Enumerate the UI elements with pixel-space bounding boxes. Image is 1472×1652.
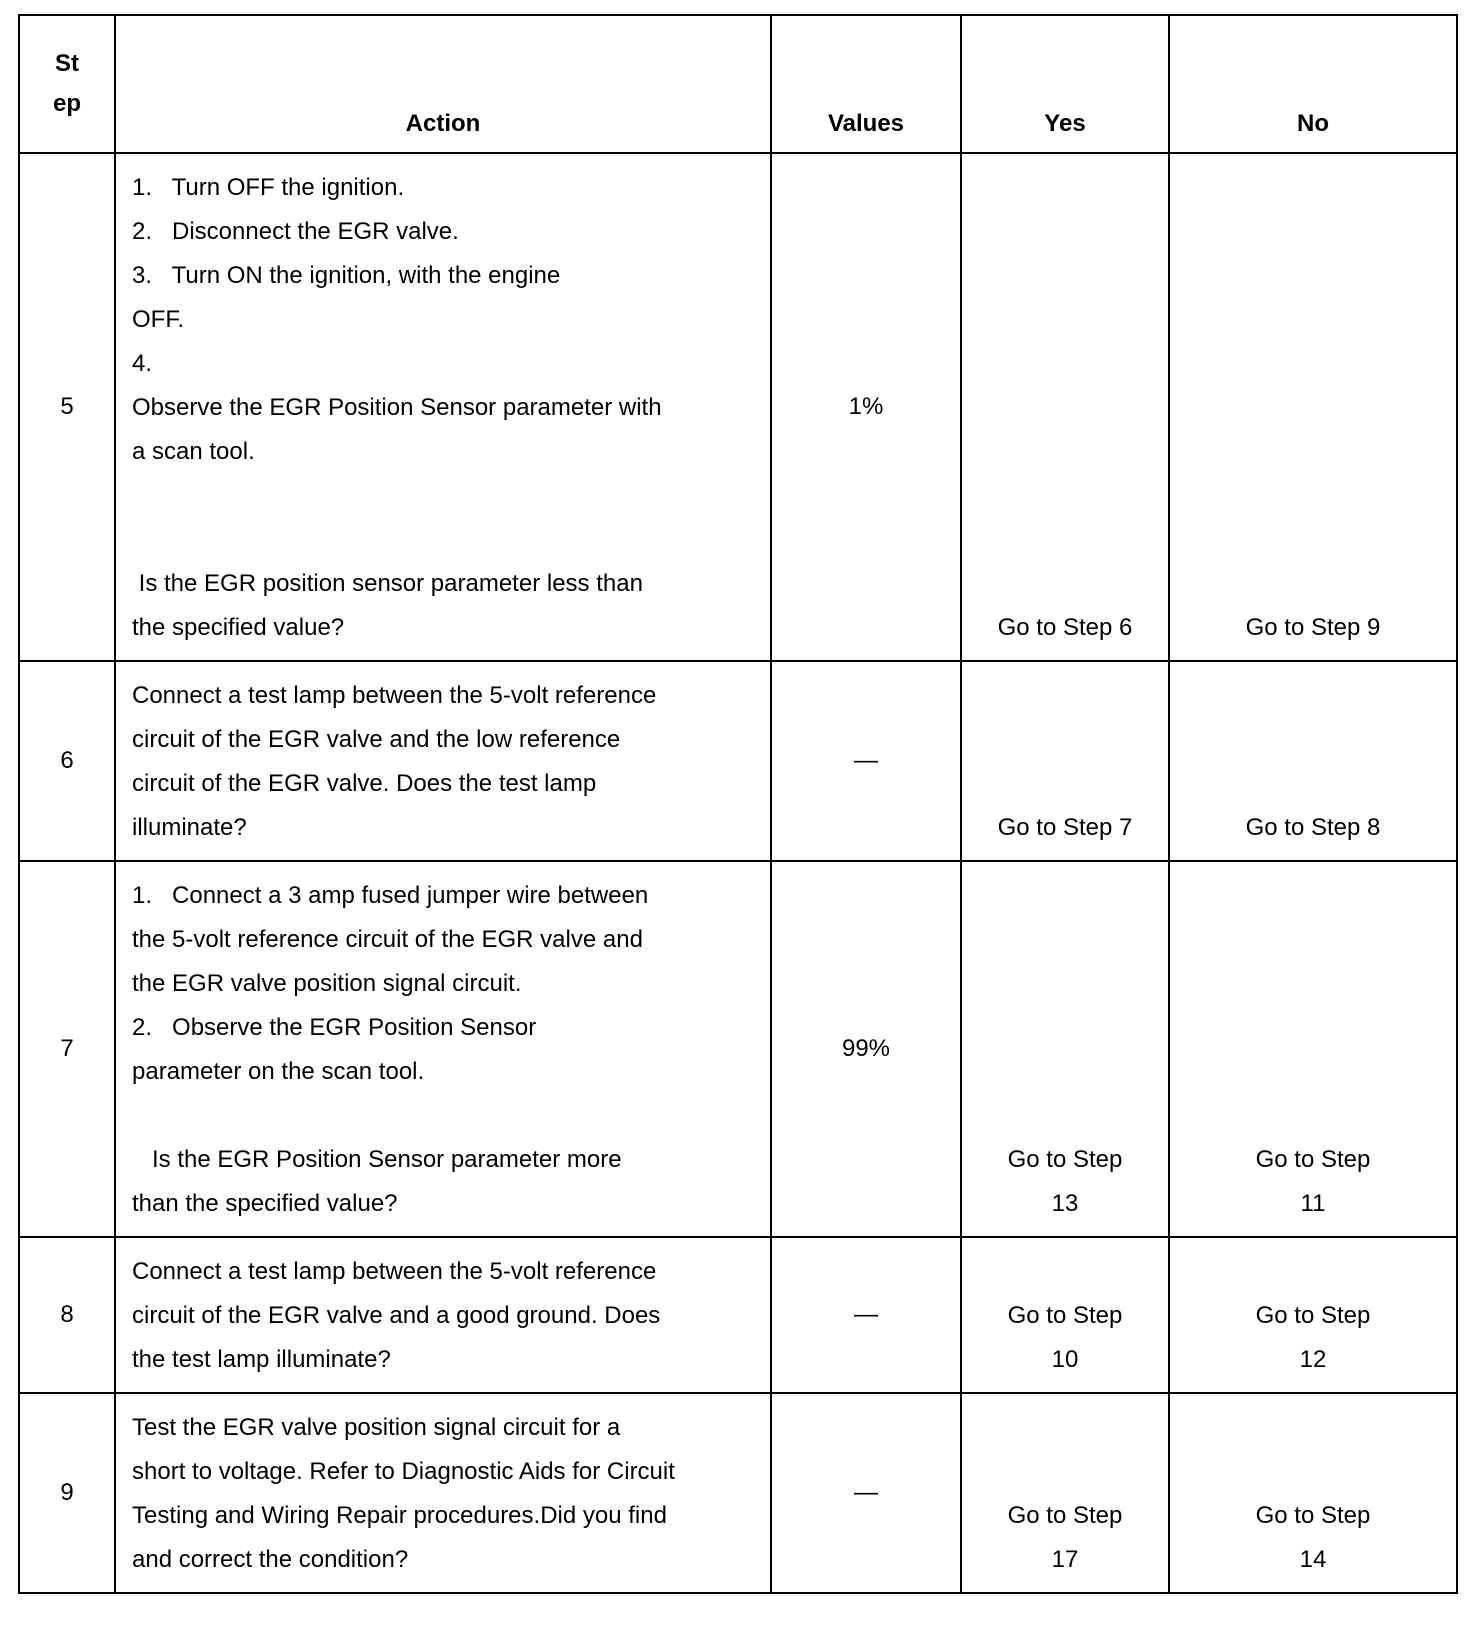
no-cell: Go to Step 14 (1169, 1393, 1457, 1593)
action-line: 2. Observe the EGR Position Sensor (132, 1014, 537, 1041)
action-line: Observe the EGR Position Sensor parameter with (132, 394, 662, 421)
action-line: 4. (132, 350, 153, 377)
action-cell (115, 1393, 771, 1593)
header-no: No (1169, 15, 1457, 153)
question-line: the specified value? (132, 614, 345, 641)
step-number: 8 (19, 1237, 115, 1393)
value-cell: — (771, 661, 961, 861)
value-cell: — (771, 1237, 961, 1393)
yes-cell: Go to Step 7 (961, 661, 1169, 861)
action-line: 1. Turn OFF the ignition. (132, 174, 405, 201)
value-cell: — (771, 1393, 961, 1593)
diagnostic-table (18, 14, 1458, 1594)
header-action: Action (115, 15, 771, 153)
table-row (19, 1237, 1457, 1393)
action-line: the test lamp illuminate? (132, 1346, 391, 1373)
action-line: Connect a test lamp between the 5-volt reference (132, 682, 657, 709)
spacer (132, 1094, 754, 1138)
action-line: illuminate? (132, 814, 247, 841)
question-line: Is the EGR position sensor parameter less than (132, 570, 643, 597)
action-cell (115, 661, 771, 861)
table-row (19, 861, 1457, 1237)
header-values: Values (771, 15, 961, 153)
action-line: short to voltage. Refer to Diagnostic Aids for Circuit (132, 1458, 675, 1485)
action-cell (115, 861, 771, 1237)
no-cell: Go to Step 8 (1169, 661, 1457, 861)
action-line: 3. Turn ON the ignition, with the engine (132, 262, 561, 289)
spacer (132, 474, 754, 562)
no-cell: Go to Step 9 (1169, 153, 1457, 661)
action-line: Connect a test lamp between the 5-volt reference (132, 1258, 657, 1285)
question-line: than the specified value? (132, 1190, 398, 1217)
action-line: circuit of the EGR valve. Does the test lamp (132, 770, 597, 797)
value-cell: 99% (771, 861, 961, 1237)
action-line: Test the EGR valve position signal circuit for a (132, 1414, 621, 1441)
yes-cell: Go to Step 17 (961, 1393, 1169, 1593)
action-line: the EGR valve position signal circuit. (132, 970, 522, 997)
action-line: a scan tool. (132, 438, 255, 465)
step-number: 7 (19, 861, 115, 1237)
question-line: Is the EGR Position Sensor parameter more (132, 1146, 622, 1173)
action-cell (115, 1237, 771, 1393)
yes-cell: Go to Step 13 (961, 861, 1169, 1237)
step-number: 9 (19, 1393, 115, 1593)
action-line: circuit of the EGR valve and the low reference (132, 726, 621, 753)
step-number: 5 (19, 153, 115, 661)
action-cell (115, 153, 771, 661)
table-row (19, 1393, 1457, 1593)
action-line: circuit of the EGR valve and a good ground. Does (132, 1302, 661, 1329)
header-yes: Yes (961, 15, 1169, 153)
action-line: parameter on the scan tool. (132, 1058, 425, 1085)
value-cell: 1% (771, 153, 961, 661)
table-row (19, 661, 1457, 861)
action-line: the 5-volt reference circuit of the EGR valve and (132, 926, 643, 953)
yes-cell: Go to Step 6 (961, 153, 1169, 661)
no-cell: Go to Step 11 (1169, 861, 1457, 1237)
yes-cell: Go to Step 10 (961, 1237, 1169, 1393)
action-line: 1. Connect a 3 amp fused jumper wire between (132, 882, 649, 909)
no-cell: Go to Step 12 (1169, 1237, 1457, 1393)
step-number: 6 (19, 661, 115, 861)
action-line: Testing and Wiring Repair procedures.Did you find (132, 1502, 667, 1529)
header-row (19, 15, 1457, 153)
table-row (19, 153, 1457, 661)
action-line: 2. Disconnect the EGR valve. (132, 218, 459, 245)
header-step: St ep (19, 15, 115, 153)
action-line: OFF. (132, 306, 184, 333)
action-line: and correct the condition? (132, 1546, 409, 1573)
